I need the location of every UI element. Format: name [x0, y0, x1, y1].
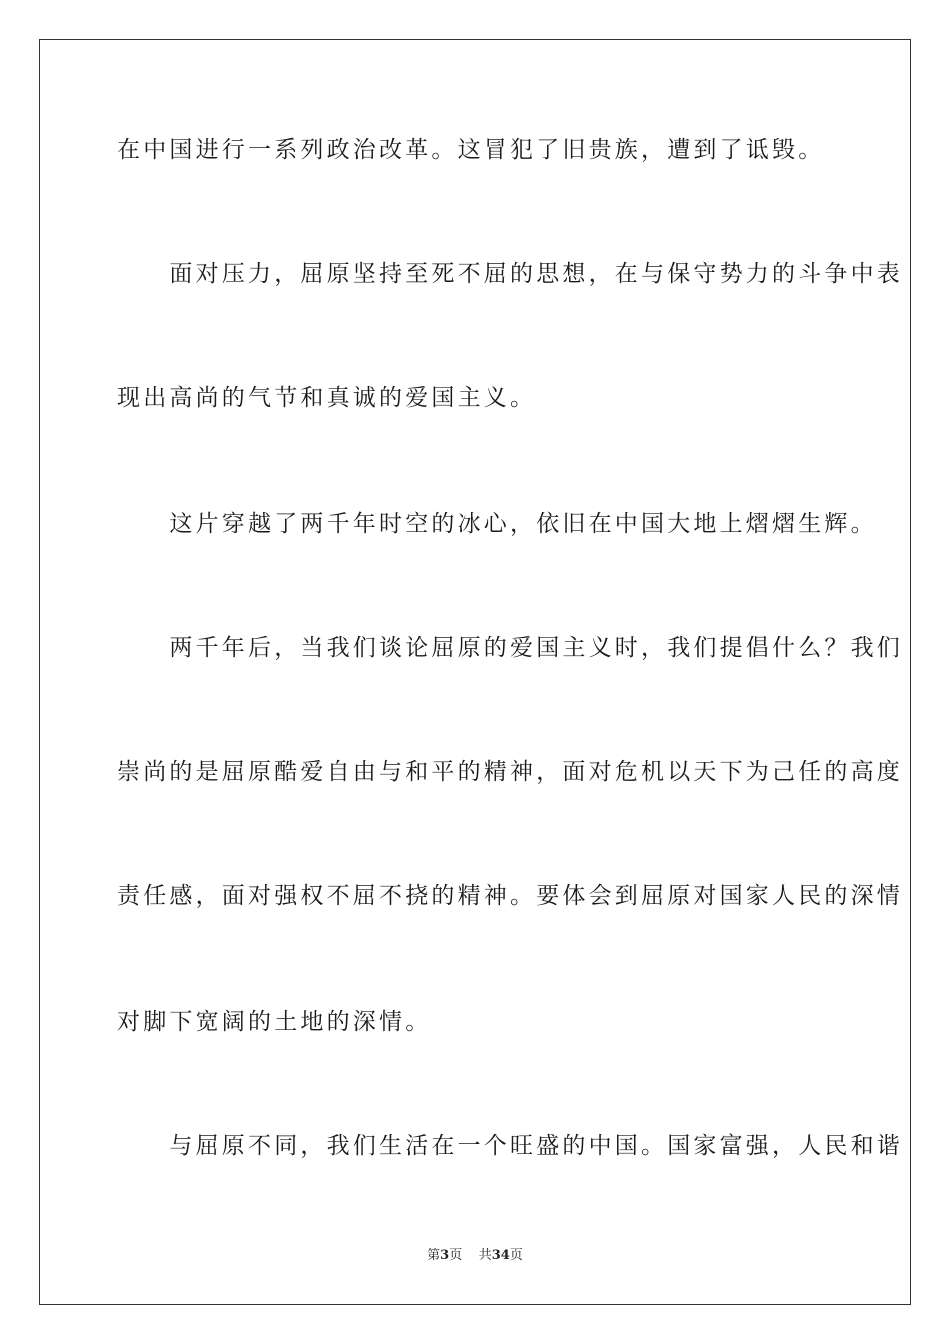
text-line: 责任感，面对强权不屈不挠的精神。要体会到屈原对国家人民的深情 [117, 883, 903, 909]
page-prefix: 第 [427, 1248, 441, 1263]
page-suffix: 页 [449, 1248, 463, 1263]
total-prefix: 共 [478, 1248, 492, 1263]
text-line: 这片穿越了两千年时空的冰心，依旧在中国大地上熠熠生辉。 [117, 511, 877, 537]
text-line: 两千年后，当我们谈论屈原的爱国主义时，我们提倡什么？我们 [117, 635, 903, 661]
text-line: 面对压力，屈原坚持至死不屈的思想，在与保守势力的斗争中表 [117, 261, 903, 287]
page-border [39, 39, 911, 1305]
total-suffix: 页 [509, 1248, 523, 1263]
total-pages: 34 [491, 1248, 510, 1263]
page-number: 3 [440, 1248, 450, 1263]
text-line: 与屈原不同，我们生活在一个旺盛的中国。国家富强，人民和谐 [117, 1133, 903, 1159]
page-footer [0, 1247, 950, 1265]
text-line: 对脚下宽阔的土地的深情。 [117, 1009, 432, 1035]
text-line: 崇尚的是屈原酷爱自由与和平的精神，面对危机以天下为己任的高度 [117, 759, 903, 785]
text-line: 在中国进行一系列政治改革。这冒犯了旧贵族，遭到了诋毁。 [117, 137, 825, 163]
text-line: 现出高尚的气节和真诚的爱国主义。 [117, 385, 537, 411]
